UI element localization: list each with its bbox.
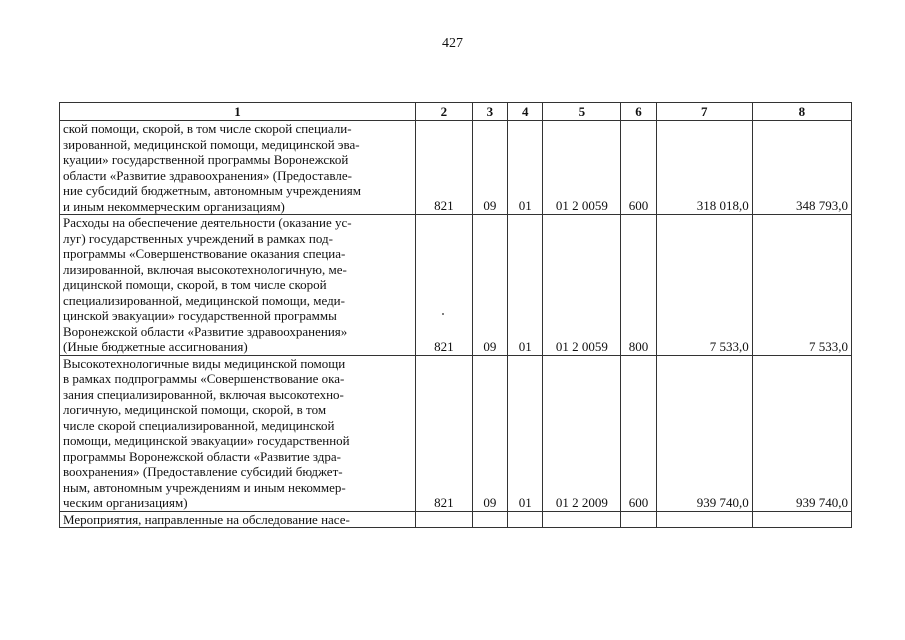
header-row bbox=[60, 103, 852, 121]
cell-ministry-code: 821 bbox=[416, 355, 473, 511]
cell-ministry-code: 821 bbox=[416, 215, 473, 356]
row-description: Высокотехнологичные виды медицинской помощи в рамках подпрограммы «Совершенствование ока- зания специализированной, включая высокотехно- логичную, медицинской помощи, скорой, в том числе скорой специализированной, медицинской помощи, медицинской эвакуации» государственной программы Воронежской области «Развитие здра- воохранения» (Предоставление субсидий бюджет- ным, автономным учреждениям и иным некоммер- ческим организациям) bbox=[60, 355, 416, 511]
row-description: Расходы на обеспечение деятельности (оказание ус- луг) государственных учреждений в рамках под- программы «Совершенствование оказания специа- лизированной, включая высокотехнологичную, ме- дицинской помощи, скорой, в том числе скорой специализированной, медицинской помощи, меди- цинской эвакуации» государственной программы Воронежской области «Развитие здравоохранения» (Иные бюджетные ассигнования) bbox=[60, 215, 416, 356]
header-col-4: 4 bbox=[508, 103, 543, 121]
cell-subsection: 01 bbox=[508, 355, 543, 511]
header-col-3: 3 bbox=[472, 103, 507, 121]
cell-section: 09 bbox=[472, 215, 507, 356]
cell-subsection: 01 bbox=[508, 215, 543, 356]
cell-expense-type: 600 bbox=[621, 121, 656, 215]
header-col-5: 5 bbox=[543, 103, 621, 121]
header-col-2: 2 bbox=[416, 103, 473, 121]
header-col-1: 1 bbox=[60, 103, 416, 121]
cell-amount-7: 939 740,0 bbox=[656, 355, 752, 511]
cell-ministry-code: 821 bbox=[416, 121, 473, 215]
cell-target-article: 01 2 0059 bbox=[543, 121, 621, 215]
cell-amount-8: 939 740,0 bbox=[752, 355, 851, 511]
cell-amount-8 bbox=[752, 511, 851, 528]
header-col-6: 6 bbox=[621, 103, 656, 121]
cell-target-article bbox=[543, 511, 621, 528]
table-row bbox=[60, 355, 852, 511]
header-col-8: 8 bbox=[752, 103, 851, 121]
cell-target-article: 01 2 2009 bbox=[543, 355, 621, 511]
cell-amount-7: 7 533,0 bbox=[656, 215, 752, 356]
cell-ministry-code bbox=[416, 511, 473, 528]
cell-section: 09 bbox=[472, 121, 507, 215]
cell-expense-type: 800 bbox=[621, 215, 656, 356]
cell-section: 09 bbox=[472, 355, 507, 511]
budget-table bbox=[59, 102, 852, 528]
row-description: ской помощи, скорой, в том числе скорой специали- зированной, медицинской помощи, медицинской эва- куации» государственной программы Воронежской области «Развитие здравоохранения» (Предоставле- ние субсидий бюджетным, автономным учреждениям и иным некоммерческим организациям) bbox=[60, 121, 416, 215]
table-row bbox=[60, 215, 852, 356]
cell-expense-type bbox=[621, 511, 656, 528]
cell-amount-7 bbox=[656, 511, 752, 528]
page-number: 427 bbox=[442, 36, 463, 51]
cell-amount-7: 318 018,0 bbox=[656, 121, 752, 215]
table-row bbox=[60, 121, 852, 215]
cell-amount-8: 7 533,0 bbox=[752, 215, 851, 356]
cell-subsection bbox=[508, 511, 543, 528]
scan-speck bbox=[442, 313, 444, 315]
cell-target-article: 01 2 0059 bbox=[543, 215, 621, 356]
table-row bbox=[60, 511, 852, 528]
cell-expense-type: 600 bbox=[621, 355, 656, 511]
cell-section bbox=[472, 511, 507, 528]
cell-subsection: 01 bbox=[508, 121, 543, 215]
cell-amount-8: 348 793,0 bbox=[752, 121, 851, 215]
header-col-7: 7 bbox=[656, 103, 752, 121]
row-description: Мероприятия, направленные на обследование насе- bbox=[60, 511, 416, 528]
